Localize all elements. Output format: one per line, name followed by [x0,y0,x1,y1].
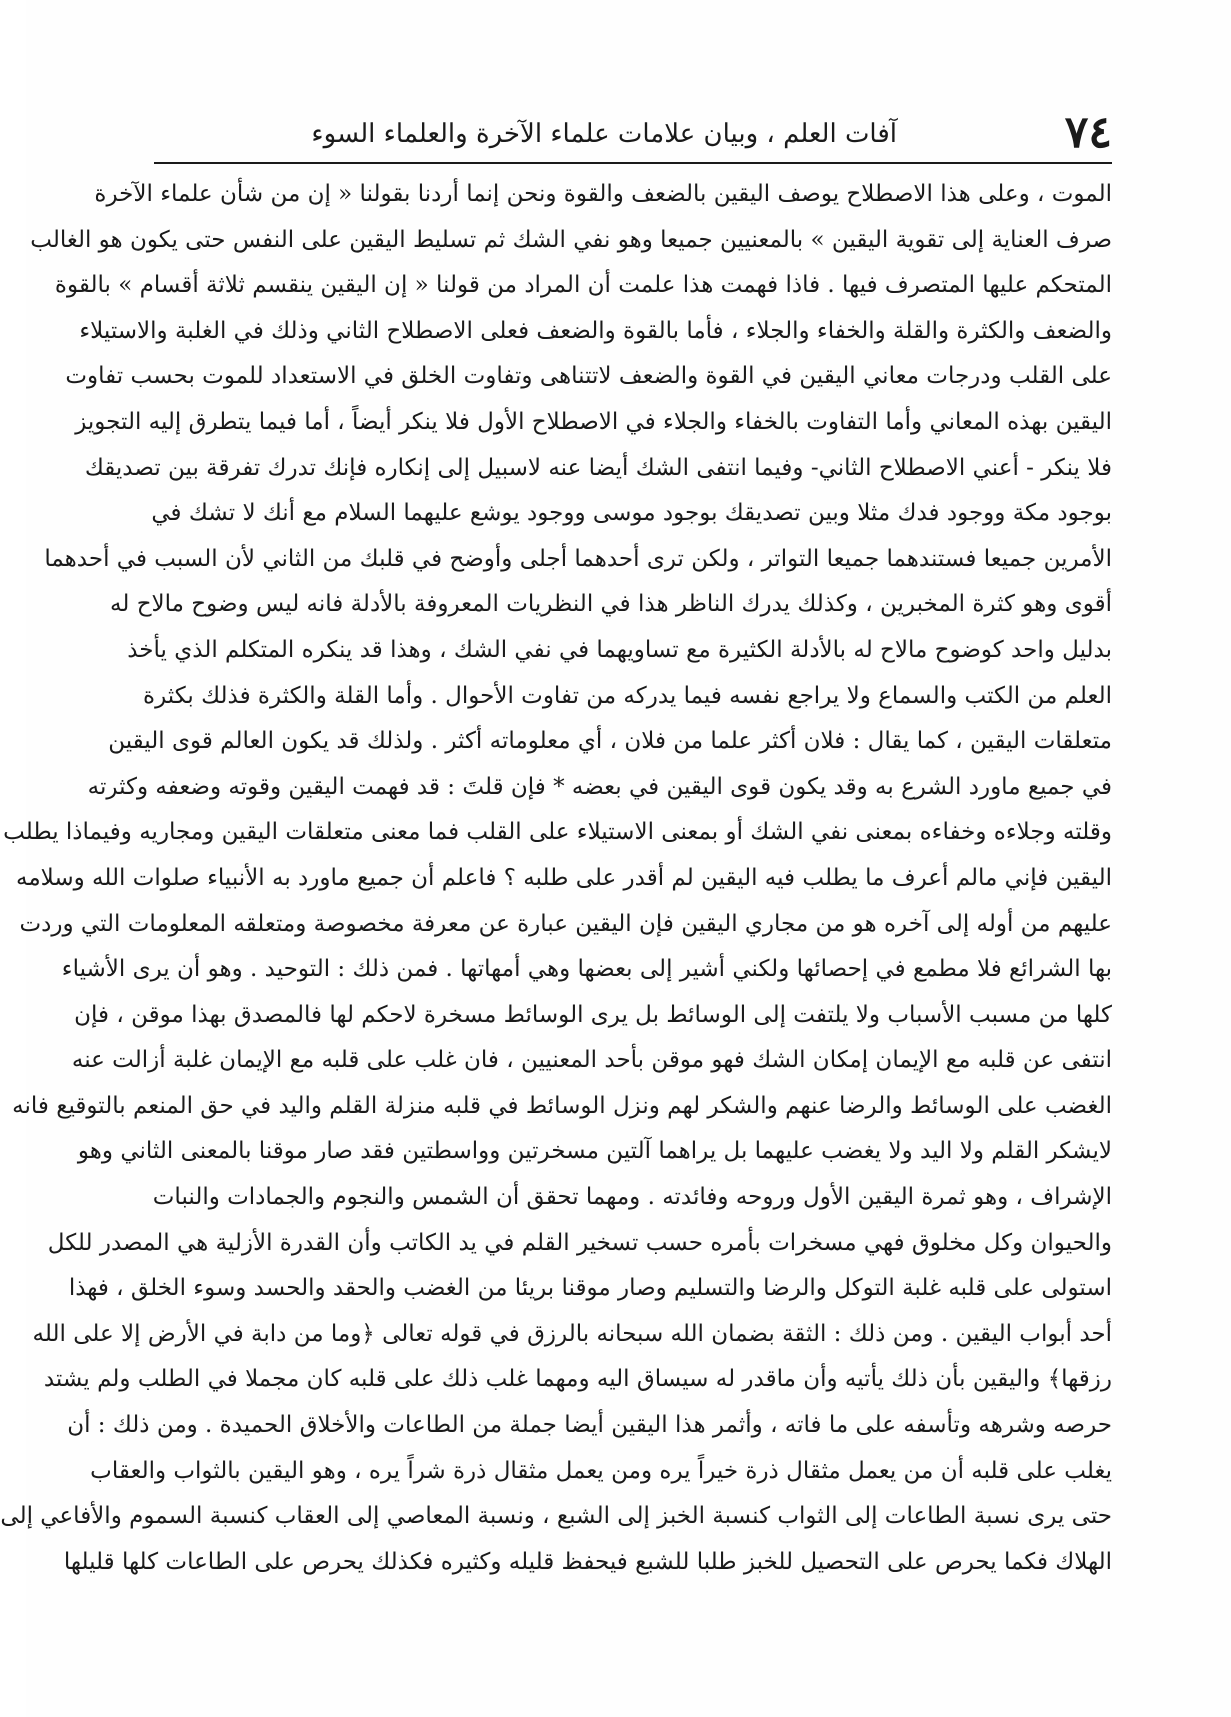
header-rule [154,162,1112,164]
text-line: الموت ، وعلى هذا الاصطلاح يوصف اليقين بالضعف والقوة ونحن إنما أردنا بقولنا « إن من شأن علماء الآخرة [94,181,1112,207]
text-line: صرف العناية إلى تقوية اليقين » بالمعنيين جميعا وهو نفي الشك ثم تسليط اليقين على النفس حتى يكون هو الغالب [30,226,1112,253]
text-line: اليقين فإني مالم أعرف ما يطلب فيه اليقين لم أقدر على طلبه ؟ فاعلم أن جميع ماورد به الأنبياء صلوات الله وسلامه [15,864,1112,891]
text-line: الأمرين جميعا فستندهما جميعا التواتر ، ولكن ترى أحدهما أجلى وأوضح في قلبك من الثاني لأن السبب في أحدهما [44,545,1112,572]
text-line: في جميع ماورد الشرع به وقد يكون قوى اليقين في بعضه * فإن قلتَ : قد فهمت اليقين وقوته وضعفه وكثرته [87,773,1112,800]
text-line: العلم من الكتب والسماع ولا يراجع نفسه فيما يدركه من تفاوت الأحوال . وأما القلة والكثرة فذلك بكثرة [143,682,1112,709]
text-line: لايشكر القلم ولا اليد ولا يغضب عليهما بل يراهما آلتين مسخرتين وواسطتين فقد صار موقنا بالمعنى الثاني وهو [77,1138,1112,1165]
page-header [154,108,1112,158]
text-line: المتحكم عليها المتصرف فيها . فاذا فهمت هذا علمت أن المراد من قولنا « إن اليقين ينقسم ثلاثة أقسام » بالقوة [54,272,1112,299]
text-line: بوجود مكة ووجود فدك مثلا وبين تصديقك بوجود موسى ووجود يوشع عليهما السلام مع أنك لا تشك في [151,500,1112,527]
text-line: على القلب ودرجات معاني اليقين في القوة والضعف لاتتناهى وتفاوت الخلق في الاستعداد للموت بحسب تفاوت [65,363,1112,390]
text-line: أحد أبواب اليقين . ومن ذلك : الثقة بضمان الله سبحانه بالرزق في قوله تعالى ﴿وما من دابة في الأرض إلا على الله [32,1320,1112,1347]
text-line: حرصه وشرهه وتأسفه على ما فاته ، وأثمر هذا اليقين أيضا جملة من الطاعات والأخلاق الحميدة . ومن ذلك : أن [67,1412,1112,1439]
text-line: الغضب على الوسائط والرضا عنهم والشكر لهم ونزل الوسائط في قلبه منزلة القلم واليد في حق المنعم بالتوقيع فانه [12,1092,1112,1119]
text-line: فلا ينكر - أعني الاصطلاح الثاني- وفيما انتفى الشك أيضا عنه لاسبيل إلى إنكاره فإنك تدرك تفرقة بين تصديقك [84,454,1112,481]
text-line: اليقين بهذه المعاني وأما التفاوت بالخفاء والجلاء في الاصطلاح الأول فلا ينكر أيضاً ، أما فيما يتطرق إليه التجويز [75,408,1112,435]
text-line: حتى يرى نسبة الطاعات إلى الثواب كنسبة الخبز إلى الشبع ، ونسبة المعاصي إلى العقاب كنسبة السموم والأفاعي إلى [0,1503,1112,1530]
text-line: والضعف والكثرة والقلة والخفاء والجلاء ، فأما بالقوة والضعف فعلى الاصطلاح الثاني وذلك في الغلبة والاستيلاء [79,317,1112,344]
text-line: أقوى وهو كثرة المخبرين ، وكذلك يدرك الناظر هذا في النظريات المعروفة بالأدلة فانه ليس وضوح مالاح له [110,591,1112,618]
text-line: عليهم من أوله إلى آخره هو من مجاري اليقين فإن اليقين عبارة عن معرفة مخصوصة ومتعلقه المعلومات التي وردت [19,910,1112,937]
text-line: استولى على قلبه غلبة التوكل والرضا والتسليم وصار موقنا بريئا من الغضب والحقد والحسد وسوء الخلق ، فهذا [68,1275,1112,1302]
text-line: بدليل واحد كوضوح مالاح له بالأدلة الكثيرة مع تساويهما في نفي الشك ، وهذا قد ينكره المتكلم الذي يأخذ [127,636,1112,663]
text-line: والحيوان وكل مخلوق فهي مسخرات بأمره حسب تسخير القلم في يد الكاتب وأن القدرة الأزلية هي المصدر للكل [47,1229,1112,1256]
page-number: ٧٤ [1064,107,1112,158]
text-line: الإشراف ، وهو ثمرة اليقين الأول وروحه وفائدته . ومهما تحقق أن الشمس والنجوم والجمادات والنبات [152,1184,1112,1211]
text-line: يغلب على قلبه أن من يعمل مثقال ذرة خيراً يره ومن يعمل مثقال ذرة شراً يره ، وهو اليقين بالثواب والعقاب [90,1457,1112,1484]
text-line: بها الشرائع فلا مطمع في إحصائها ولكني أشير إلى بعضها وهي أمهاتها . فمن ذلك : التوحيد . وهو أن يرى الأشياء [61,956,1112,983]
text-line: متعلقات اليقين ، كما يقال : فلان أكثر علما من فلان ، أي معلوماته أكثر . ولذلك قد يكون العالم قوى اليقين [108,728,1112,755]
text-line: كلها من مسبب الأسباب ولا يلتفت إلى الوسائط بل يرى الوسائط مسخرة لاحكم لها فالمصدق بهذا موقن ، فإن [74,1001,1112,1028]
text-line: وقلته وجلاءه وخفاءه بمعنى نفي الشك أو بمعنى الاستيلاء على القلب فما معنى متعلقات اليقين ومجاريه وفيماذا يطلب [3,819,1112,846]
text-line: الهلاك فكما يحرص على التحصيل للخبز طلبا للشبع فيحفظ قليله وكثيره فكذلك يحرص على الطاعات كلها قليلها [63,1548,1112,1575]
text-line: انتفى عن قلبه مع الإيمان إمكان الشك فهو موقن بأحد المعنيين ، فان غلب على قلبه مع الإيمان غلبة أزالت عنه [71,1047,1112,1074]
text-line: رزقها﴾ واليقين بأن ذلك يأتيه وأن ماقدر له سيساق اليه ومهما غلب ذلك على قلبه كان مجملا في الطلب ولم يشتد [43,1366,1112,1393]
body-text [0,172,1112,1585]
running-title: آفات العلم ، وبيان علامات علماء الآخرة والعلماء السوء [311,119,897,149]
